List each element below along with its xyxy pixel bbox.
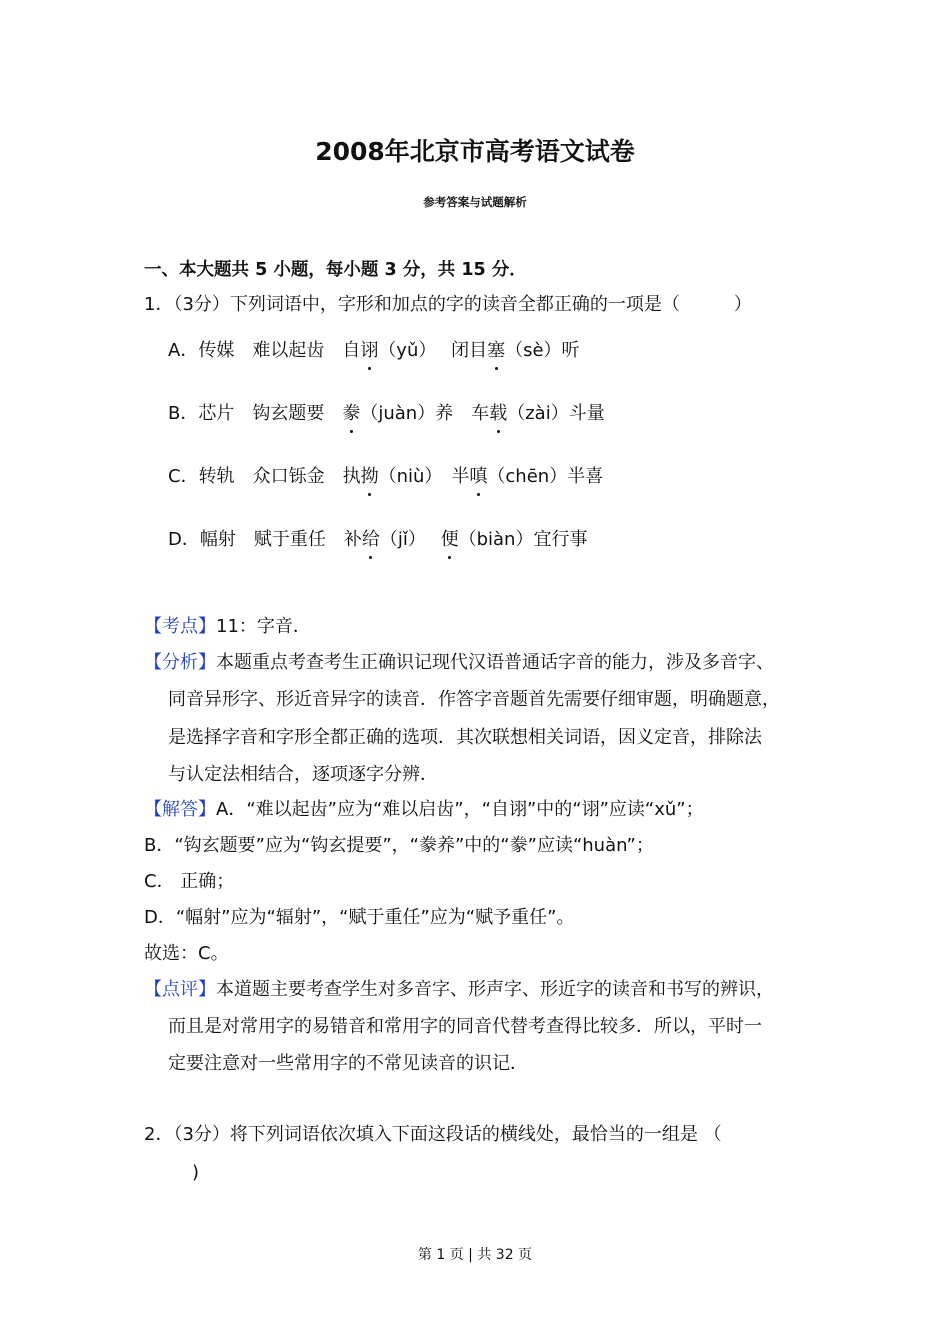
fenxi-line: 与认定法相结合，逐项逐字分辨． <box>168 764 438 785</box>
option-text: （biàn）宜行事 <box>458 529 588 550</box>
question-2-stem-cont: ) <box>192 1162 200 1183</box>
option-text: （juàn）养 车 <box>360 403 490 424</box>
kaodian-text: 11：字音． <box>216 616 311 637</box>
option-c <box>168 464 603 490</box>
fenxi-text: 本题重点考查考生正确识记现代汉语普通话字音的能力，涉及多音字、 <box>216 652 774 673</box>
section-heading: 一、本大题共 5 小题，每小题 3 分，共 15 分． <box>144 260 527 280</box>
option-text: D．幅射 赋于重任 补 <box>168 529 362 550</box>
option-d <box>168 527 587 553</box>
fenxi-line <box>144 650 774 676</box>
option-text: （zài）斗量 <box>507 403 605 424</box>
document-title: 2008年北京市高考语文试卷 <box>315 137 635 166</box>
option-a <box>168 338 580 364</box>
fenxi-line: 同音异形字、形近音异字的读音．作答字音题首先需要仔细审题，明确题意， <box>168 689 780 710</box>
option-b <box>168 401 605 427</box>
option-text: B．芯片 钩玄题要 <box>168 403 343 424</box>
option-text: （niù） 半 <box>378 466 470 487</box>
jieda-line: B．“钩玄题要”应为“钩玄提要”，“豢养”中的“豢”应读“huàn”； <box>144 835 654 856</box>
kaodian-tag: 【考点】 <box>144 616 216 637</box>
dianping-text: 本道题主要考查学生对多音字、形声字、形近字的读音和书写的辨识， <box>216 979 774 1000</box>
jieda-line: D．“幅射”应为“辐射”，“赋于重任”应为“赋予重任”。 <box>144 907 575 928</box>
option-text: （jǐ） <box>379 529 441 550</box>
dotted-char: 豢 <box>342 401 360 427</box>
dotted-char: 给 <box>362 527 380 553</box>
dotted-char: 诩 <box>360 338 378 364</box>
jieda-text: A．“难以起齿”应为“难以启齿”，“自诩”中的“诩”应读“xǔ”； <box>216 799 704 820</box>
option-text: C．转轨 众口铄金 执 <box>168 466 361 487</box>
question-1-stem: 1．（3分）下列词语中，字形和加点的字的读音全都正确的一项是（ ） <box>144 294 752 315</box>
document-subtitle: 参考答案与试题解析 <box>423 195 527 209</box>
jieda-tag: 【解答】 <box>144 799 216 820</box>
jieda-line: C． 正确； <box>144 871 235 892</box>
jieda-line: 故选：C。 <box>144 943 229 964</box>
dotted-char: 拗 <box>361 464 379 490</box>
page-footer: 第 1 页 | 共 32 页 <box>417 1247 533 1263</box>
option-text: （chēn）半喜 <box>487 466 604 487</box>
dotted-char: 嗔 <box>469 464 487 490</box>
fenxi-tag: 【分析】 <box>144 652 216 673</box>
jieda-line <box>144 797 704 823</box>
option-text: （yǔ） 闭目 <box>378 340 488 361</box>
dianping-tag: 【点评】 <box>144 979 216 1000</box>
dotted-char: 载 <box>489 401 507 427</box>
dianping-line: 而且是对常用字的易错音和常用字的同音代替考查得比较多．所以，平时一 <box>168 1016 762 1037</box>
fenxi-line: 是选择字音和字形全都正确的选项．其次联想相关词语，因义定音，排除法 <box>168 727 762 748</box>
kaodian-line <box>144 614 311 640</box>
dianping-line: 定要注意对一些常用字的不常见读音的识记． <box>168 1053 528 1074</box>
question-2-stem: 2．（3分）将下列词语依次填入下面这段话的横线处，最恰当的一组是 （ <box>144 1124 722 1145</box>
option-text: A．传媒 难以起齿 自 <box>168 340 361 361</box>
dotted-char: 便 <box>441 527 459 553</box>
dianping-line <box>144 977 774 1003</box>
dotted-char: 塞 <box>487 338 505 364</box>
option-text: （sè）听 <box>505 340 580 361</box>
